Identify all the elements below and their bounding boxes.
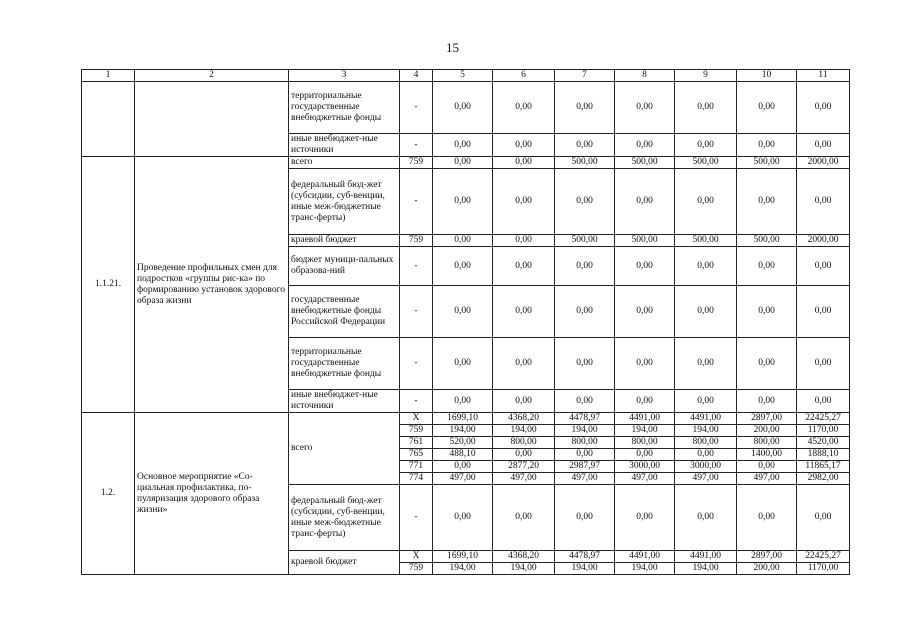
budget-code: 759	[400, 563, 433, 575]
budget-code: -	[400, 286, 433, 338]
amount-cell: 0,00	[737, 390, 797, 413]
amount-cell: 497,00	[433, 473, 493, 485]
amount-cell: 0,00	[675, 169, 737, 235]
amount-cell: 0,00	[737, 461, 797, 473]
amount-cell: 800,00	[675, 437, 737, 449]
amount-cell: 0,00	[737, 169, 797, 235]
amount-cell: 0,00	[433, 461, 493, 473]
amount-cell: 194,00	[493, 563, 555, 575]
amount-cell: 3000,00	[615, 461, 675, 473]
budget-code: 771	[400, 461, 433, 473]
amount-cell: 500,00	[737, 157, 797, 169]
amount-cell: 500,00	[675, 157, 737, 169]
funding-source: территориальные государственные внебюджетные фонды	[289, 338, 400, 390]
amount-cell: 0,00	[433, 247, 493, 286]
funding-source: иные внебюджет-ные источники	[289, 134, 400, 157]
amount-cell: 0,00	[797, 169, 850, 235]
amount-cell: 0,00	[615, 82, 675, 134]
column-header: 9	[675, 70, 737, 82]
amount-cell: 500,00	[555, 157, 615, 169]
amount-cell: 4368,20	[493, 413, 555, 425]
amount-cell: 0,00	[737, 286, 797, 338]
amount-cell: 0,00	[493, 82, 555, 134]
amount-cell: 194,00	[675, 563, 737, 575]
budget-table	[81, 69, 850, 575]
budget-code: 765	[400, 449, 433, 461]
amount-cell: 0,00	[555, 338, 615, 390]
amount-cell: 497,00	[615, 473, 675, 485]
amount-cell: 4491,00	[615, 413, 675, 425]
amount-cell: 0,00	[797, 134, 850, 157]
amount-cell: 0,00	[675, 134, 737, 157]
amount-cell: 2000,00	[797, 235, 850, 247]
amount-cell: 0,00	[433, 169, 493, 235]
column-header: 4	[400, 70, 433, 82]
amount-cell: 2877,20	[493, 461, 555, 473]
amount-cell: 1170,00	[797, 425, 850, 437]
amount-cell: 520,00	[433, 437, 493, 449]
column-header: 8	[615, 70, 675, 82]
amount-cell: 194,00	[493, 425, 555, 437]
amount-cell: 800,00	[555, 437, 615, 449]
amount-cell: 194,00	[433, 563, 493, 575]
amount-cell: 0,00	[493, 485, 555, 551]
funding-source: иные внебюджет-ные источники	[289, 390, 400, 413]
funding-source: краевой бюджет	[289, 235, 400, 247]
amount-cell: 800,00	[737, 437, 797, 449]
amount-cell: 500,00	[737, 235, 797, 247]
amount-cell: 500,00	[675, 235, 737, 247]
column-header: 2	[135, 70, 289, 82]
amount-cell: 0,00	[797, 247, 850, 286]
amount-cell: 0,00	[555, 169, 615, 235]
amount-cell: 0,00	[493, 449, 555, 461]
budget-code: X	[400, 551, 433, 563]
amount-cell: 0,00	[433, 338, 493, 390]
amount-cell: 1699,10	[433, 413, 493, 425]
amount-cell: 0,00	[615, 390, 675, 413]
amount-cell: 0,00	[555, 449, 615, 461]
amount-cell: 4368,20	[493, 551, 555, 563]
amount-cell: 0,00	[797, 286, 850, 338]
amount-cell: 0,00	[433, 235, 493, 247]
amount-cell: 0,00	[675, 286, 737, 338]
amount-cell: 0,00	[675, 449, 737, 461]
budget-code: 759	[400, 157, 433, 169]
amount-cell: 194,00	[555, 425, 615, 437]
amount-cell: 194,00	[615, 563, 675, 575]
amount-cell: 497,00	[555, 473, 615, 485]
amount-cell: 3000,00	[675, 461, 737, 473]
amount-cell: 0,00	[797, 82, 850, 134]
funding-source: бюджет муници-пальных образова-ний	[289, 247, 400, 286]
column-header: 11	[797, 70, 850, 82]
item-number	[82, 82, 135, 157]
amount-cell: 0,00	[433, 485, 493, 551]
amount-cell: 4491,00	[615, 551, 675, 563]
amount-cell: 0,00	[493, 134, 555, 157]
amount-cell: 0,00	[737, 338, 797, 390]
amount-cell: 0,00	[433, 82, 493, 134]
table-row	[82, 82, 850, 134]
amount-cell: 0,00	[615, 169, 675, 235]
column-header: 5	[433, 70, 493, 82]
amount-cell: 0,00	[615, 449, 675, 461]
table-row	[82, 157, 850, 169]
amount-cell: 800,00	[615, 437, 675, 449]
budget-code: X	[400, 413, 433, 425]
amount-cell: 1699,10	[433, 551, 493, 563]
amount-cell: 0,00	[433, 157, 493, 169]
funding-source: краевой бюджет	[289, 551, 400, 575]
item-name: Основное мероприятие «Со-циальная профилактика, по-пуляризация здорового образа жизни»	[135, 413, 289, 575]
funding-source: всего	[289, 413, 400, 485]
budget-code: 774	[400, 473, 433, 485]
amount-cell: 0,00	[493, 169, 555, 235]
budget-code: -	[400, 485, 433, 551]
budget-code: 759	[400, 425, 433, 437]
amount-cell: 194,00	[675, 425, 737, 437]
amount-cell: 2000,00	[797, 157, 850, 169]
amount-cell: 500,00	[615, 235, 675, 247]
table-row	[82, 413, 850, 425]
amount-cell: 194,00	[433, 425, 493, 437]
amount-cell: 0,00	[493, 286, 555, 338]
column-header: 7	[555, 70, 615, 82]
item-number: 1.2.	[82, 413, 135, 575]
amount-cell: 194,00	[615, 425, 675, 437]
amount-cell: 1888,10	[797, 449, 850, 461]
funding-source: территориальные государственные внебюджетные фонды	[289, 82, 400, 134]
budget-code: -	[400, 82, 433, 134]
item-name	[135, 82, 289, 157]
budget-code: 761	[400, 437, 433, 449]
amount-cell: 0,00	[675, 247, 737, 286]
amount-cell: 0,00	[675, 390, 737, 413]
budget-code: -	[400, 134, 433, 157]
budget-code: -	[400, 390, 433, 413]
amount-cell: 2897,00	[737, 413, 797, 425]
amount-cell: 0,00	[797, 485, 850, 551]
amount-cell: 0,00	[493, 157, 555, 169]
budget-code: -	[400, 247, 433, 286]
amount-cell: 0,00	[555, 286, 615, 338]
funding-source: федеральный бюд-жет (субсидии, суб-венции, иные меж-бюджетные транс-ферты)	[289, 485, 400, 551]
amount-cell: 0,00	[433, 390, 493, 413]
column-header: 3	[289, 70, 400, 82]
amount-cell: 0,00	[493, 247, 555, 286]
amount-cell: 4520,00	[797, 437, 850, 449]
budget-code: 759	[400, 235, 433, 247]
amount-cell: 488,10	[433, 449, 493, 461]
amount-cell: 200,00	[737, 425, 797, 437]
item-name: Проведение профильных смен для подростков «группы рис-ка» по формированию установок здорового образа жизни	[135, 157, 289, 413]
amount-cell: 0,00	[433, 134, 493, 157]
item-number: 1.1.21.	[82, 157, 135, 413]
amount-cell: 0,00	[737, 134, 797, 157]
budget-code: -	[400, 169, 433, 235]
amount-cell: 800,00	[493, 437, 555, 449]
amount-cell: 2987,97	[555, 461, 615, 473]
funding-source: всего	[289, 157, 400, 169]
amount-cell: 0,00	[555, 134, 615, 157]
amount-cell: 0,00	[433, 286, 493, 338]
amount-cell: 200,00	[737, 563, 797, 575]
amount-cell: 0,00	[737, 247, 797, 286]
amount-cell: 0,00	[615, 134, 675, 157]
amount-cell: 0,00	[615, 485, 675, 551]
funding-source: государственные внебюджетные фонды Российской Федерации	[289, 286, 400, 338]
amount-cell: 4478,97	[555, 413, 615, 425]
budget-code: -	[400, 338, 433, 390]
header-row	[82, 70, 850, 82]
column-header: 1	[82, 70, 135, 82]
amount-cell: 497,00	[737, 473, 797, 485]
amount-cell: 22425,27	[797, 413, 850, 425]
amount-cell: 4491,00	[675, 551, 737, 563]
amount-cell: 0,00	[675, 485, 737, 551]
amount-cell: 0,00	[615, 286, 675, 338]
amount-cell: 0,00	[555, 485, 615, 551]
amount-cell: 0,00	[797, 338, 850, 390]
amount-cell: 0,00	[493, 390, 555, 413]
amount-cell: 11865,17	[797, 461, 850, 473]
amount-cell: 2982,00	[797, 473, 850, 485]
amount-cell: 497,00	[675, 473, 737, 485]
amount-cell: 0,00	[493, 338, 555, 390]
amount-cell: 497,00	[493, 473, 555, 485]
amount-cell: 4491,00	[675, 413, 737, 425]
amount-cell: 0,00	[797, 390, 850, 413]
amount-cell: 0,00	[555, 247, 615, 286]
amount-cell: 0,00	[555, 82, 615, 134]
amount-cell: 500,00	[615, 157, 675, 169]
amount-cell: 0,00	[737, 485, 797, 551]
amount-cell: 4478,97	[555, 551, 615, 563]
amount-cell: 194,00	[555, 563, 615, 575]
amount-cell: 0,00	[555, 390, 615, 413]
amount-cell: 0,00	[675, 338, 737, 390]
funding-source: федеральный бюд-жет (субсидии, суб-венции, иные меж-бюджетные транс-ферты)	[289, 169, 400, 235]
amount-cell: 0,00	[493, 235, 555, 247]
amount-cell: 22425,27	[797, 551, 850, 563]
amount-cell: 500,00	[555, 235, 615, 247]
amount-cell: 1400,00	[737, 449, 797, 461]
column-header: 6	[493, 70, 555, 82]
amount-cell: 0,00	[615, 247, 675, 286]
amount-cell: 2897,00	[737, 551, 797, 563]
amount-cell: 0,00	[675, 82, 737, 134]
column-header: 10	[737, 70, 797, 82]
amount-cell: 0,00	[737, 82, 797, 134]
page-number: 15	[446, 40, 459, 55]
amount-cell: 1170,00	[797, 563, 850, 575]
amount-cell: 0,00	[615, 338, 675, 390]
